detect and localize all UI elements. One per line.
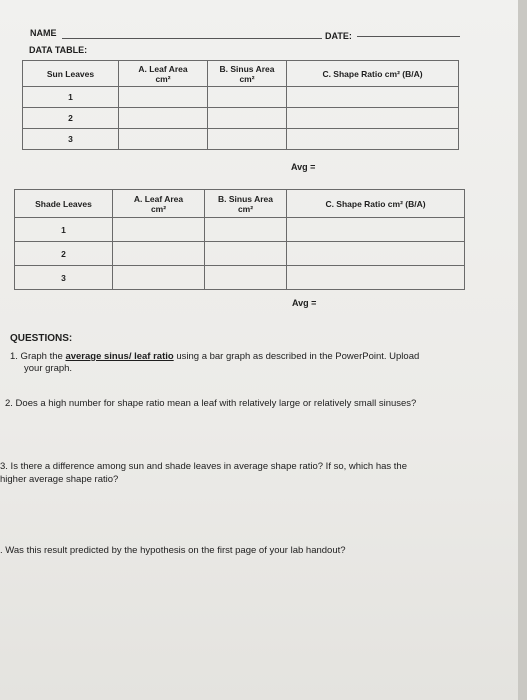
sun-avg-label: Avg =: [291, 162, 316, 172]
table-row: [15, 218, 465, 242]
question-1: 1. Graph the average sinus/ leaf ratio using a bar graph as described in the PowerPoint. Upload: [10, 351, 420, 362]
question-3-line-2: higher average shape ratio?: [0, 474, 119, 485]
question-4: . Was this result predicted by the hypothesis on the first page of your lab handout?: [0, 545, 346, 556]
row-number: 3: [15, 266, 113, 290]
page-edge: [518, 0, 527, 700]
row-number: 2: [23, 108, 119, 129]
col-leaf-area: A. Leaf Area cm²: [119, 61, 208, 87]
question-2: 2. Does a high number for shape ratio mean a leaf with relatively large or relatively small sinuses?: [5, 398, 417, 409]
table-header-row: [23, 61, 459, 87]
col-sinus-area: B. Sinus Area cm²: [205, 190, 287, 218]
table-row: [23, 87, 459, 108]
sun-leaves-table: [22, 60, 459, 150]
date-line: [357, 36, 460, 37]
row-number: 1: [15, 218, 113, 242]
row-number: 1: [23, 87, 119, 108]
col-shape-ratio: C. Shape Ratio cm² (B/A): [287, 61, 459, 87]
table-row: [23, 108, 459, 129]
table-header-row: [15, 190, 465, 218]
table-row: [23, 129, 459, 150]
question-3: 3. Is there a difference among sun and shade leaves in average shape ratio? If so, which has the: [0, 461, 408, 472]
col-sinus-area: B. Sinus Area cm²: [208, 61, 287, 87]
average-ratio-emphasis: average sinus/ leaf ratio: [65, 351, 174, 362]
shade-avg-label: Avg =: [292, 298, 317, 308]
col-leaf-area: A. Leaf Area cm²: [113, 190, 205, 218]
col-shape-ratio: C. Shape Ratio cm² (B/A): [287, 190, 465, 218]
row-header-sun-leaves: Sun Leaves: [23, 61, 119, 87]
row-number: 2: [15, 242, 113, 266]
questions-heading: QUESTIONS:: [10, 333, 73, 344]
data-table-label: DATA TABLE:: [29, 45, 88, 55]
row-header-shade-leaves: Shade Leaves: [15, 190, 113, 218]
table-row: [15, 266, 465, 290]
name-line: [62, 38, 322, 39]
shade-leaves-table: [14, 189, 465, 290]
question-1-line-2: your graph.: [24, 363, 73, 374]
date-label: DATE:: [325, 31, 352, 41]
table-row: [15, 242, 465, 266]
row-number: 3: [23, 129, 119, 150]
name-label: NAME: [30, 28, 57, 38]
